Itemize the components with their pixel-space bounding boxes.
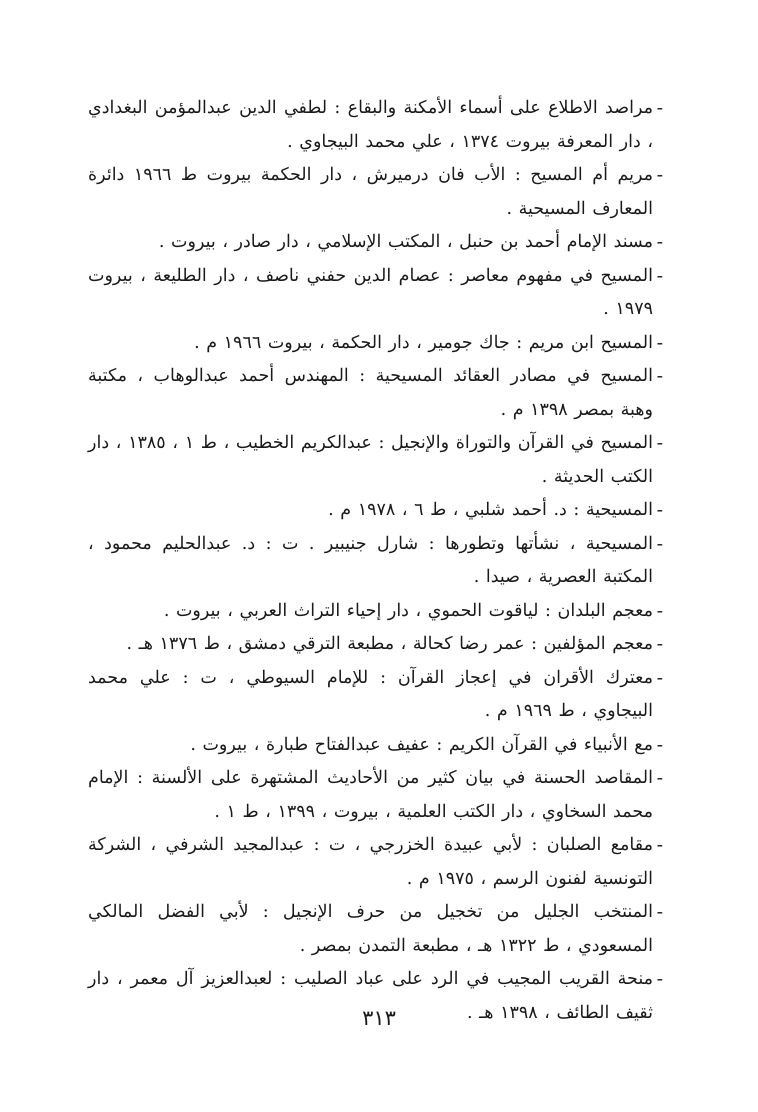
entry-dash: - bbox=[656, 532, 663, 555]
entry-text: المسيحية ، نشأتها وتطورها : شارل جنيبير . ت : د. عبدالحليم محمود ، المكتبة العصرية ، صيدا . bbox=[88, 533, 653, 587]
entry-dash: - bbox=[656, 97, 663, 119]
bibliography-entry bbox=[88, 662, 663, 729]
entry-dash: - bbox=[656, 901, 663, 923]
entry-text: المنتخب الجليل من تخجيل من حرف الإنجيل : لأبي الفضل المالكي المسعودي ، ط ١٣٢٢ هـ ، مطبعة التمدن بمصر . bbox=[88, 902, 653, 956]
entry-dash: - bbox=[656, 164, 663, 186]
entry-dash: - bbox=[656, 599, 663, 622]
entry-dash: - bbox=[656, 331, 663, 354]
entry-text: المقاصد الحسنة في بيان كثير من الأحاديث المشتهرة على الألسنة : الإمام محمد السخاوي ، دار الكتب العلمية ، بيروت ، ١٣٩٩ ، ط ١ . bbox=[88, 768, 653, 822]
entry-dash: - bbox=[656, 365, 663, 387]
bibliography-entry bbox=[88, 595, 663, 629]
entry-text: منحة القريب المجيب في الرد على عباد الصليب : لعبدالعزيز آل معمر ، دار ثقيف الطائف ، ١٣٩٨ هـ . bbox=[88, 969, 653, 1023]
bibliography-entry bbox=[88, 729, 663, 763]
entry-text: مع الأنبياء في القرآن الكريم : عفيف عبدالفتاح طبارة ، بيروت . bbox=[190, 734, 653, 755]
entry-dash: - bbox=[656, 264, 663, 287]
bibliography-entry bbox=[88, 226, 663, 260]
entry-dash: - bbox=[656, 231, 663, 253]
entry-text: المسيح في مفهوم معاصر : عصام الدين حفني ناصف ، دار الطليعة ، بيروت ١٩٧٩ . bbox=[88, 265, 653, 319]
bibliography-entry bbox=[88, 260, 663, 327]
entry-text: المسيح في مصادر العقائد المسيحية : المهندس أحمد عبدالوهاب ، مكتبة وهبة بمصر ١٣٩٨ م . bbox=[88, 366, 653, 420]
entry-dash: - bbox=[656, 767, 663, 789]
bibliography-entry bbox=[88, 159, 663, 226]
entry-text: المسيح ابن مريم : جاك جومير ، دار الحكمة ، بيروت ١٩٦٦ م . bbox=[194, 332, 653, 353]
entry-dash: - bbox=[656, 633, 663, 655]
entry-dash: - bbox=[656, 666, 663, 689]
bibliography-entry bbox=[88, 327, 663, 361]
entry-text: مراصد الاطلاع على أسماء الأمكنة والبقاع : لطفي الدين عبدالمؤمن البغدادي ، دار المعرفة بيروت ١٣٧٤ ، علي محمد البيجاوي . bbox=[88, 98, 653, 152]
bibliography-entry bbox=[88, 896, 663, 963]
bibliography-entry bbox=[88, 829, 663, 896]
entry-text: معترك الأقران في إعجاز القرآن : للإمام السيوطي ، ت : علي محمد البيجاوي ، ط ١٩٦٩ م . bbox=[88, 667, 653, 721]
entry-text: معجم المؤلفين : عمر رضا كحالة ، مطبعة الترقي دمشق ، ط ١٣٧٦ هـ . bbox=[126, 634, 653, 654]
entry-dash: - bbox=[656, 968, 663, 990]
bibliography-entry bbox=[88, 494, 663, 528]
entry-dash: - bbox=[656, 834, 663, 856]
bibliography-entry bbox=[88, 762, 663, 829]
bibliography-list bbox=[88, 92, 663, 1030]
entry-text: المسيحية : د. أحمد شلبي ، ط ٦ ، ١٩٧٨ م . bbox=[328, 500, 653, 520]
bibliography-entry bbox=[88, 427, 663, 494]
bibliography-entry bbox=[88, 528, 663, 595]
page-number: ٣١٣ bbox=[362, 1006, 396, 1030]
entry-text: مريم أم المسيح : الأب فان درميرش ، دار الحكمة بيروت ط ١٩٦٦ دائرة المعارف المسيحية . bbox=[88, 165, 653, 219]
entry-text: المسيح في القرآن والتوراة والإنجيل : عبدالكريم الخطيب ، ط ١ ، ١٣٨٥ ، دار الكتب الحديثة . bbox=[88, 433, 654, 487]
entry-dash: - bbox=[656, 499, 663, 521]
bibliography-entry bbox=[88, 92, 663, 159]
entry-text: مقامع الصلبان : لأبي عبيدة الخزرجي ، ت : عبدالمجيد الشرفي ، الشركة التونسية لفنون الرسم ، ١٩٧٥ م . bbox=[88, 835, 653, 889]
entry-dash: - bbox=[656, 733, 663, 756]
entry-text: معجم البلدان : لياقوت الحموي ، دار إحياء التراث العربي ، بيروت . bbox=[163, 600, 653, 621]
entry-dash: - bbox=[656, 432, 663, 454]
entry-text: مسند الإمام أحمد بن حنبل ، المكتب الإسلامي ، دار صادر ، بيروت . bbox=[158, 232, 653, 252]
bibliography-entry bbox=[88, 360, 663, 427]
bibliography-entry bbox=[88, 628, 663, 662]
